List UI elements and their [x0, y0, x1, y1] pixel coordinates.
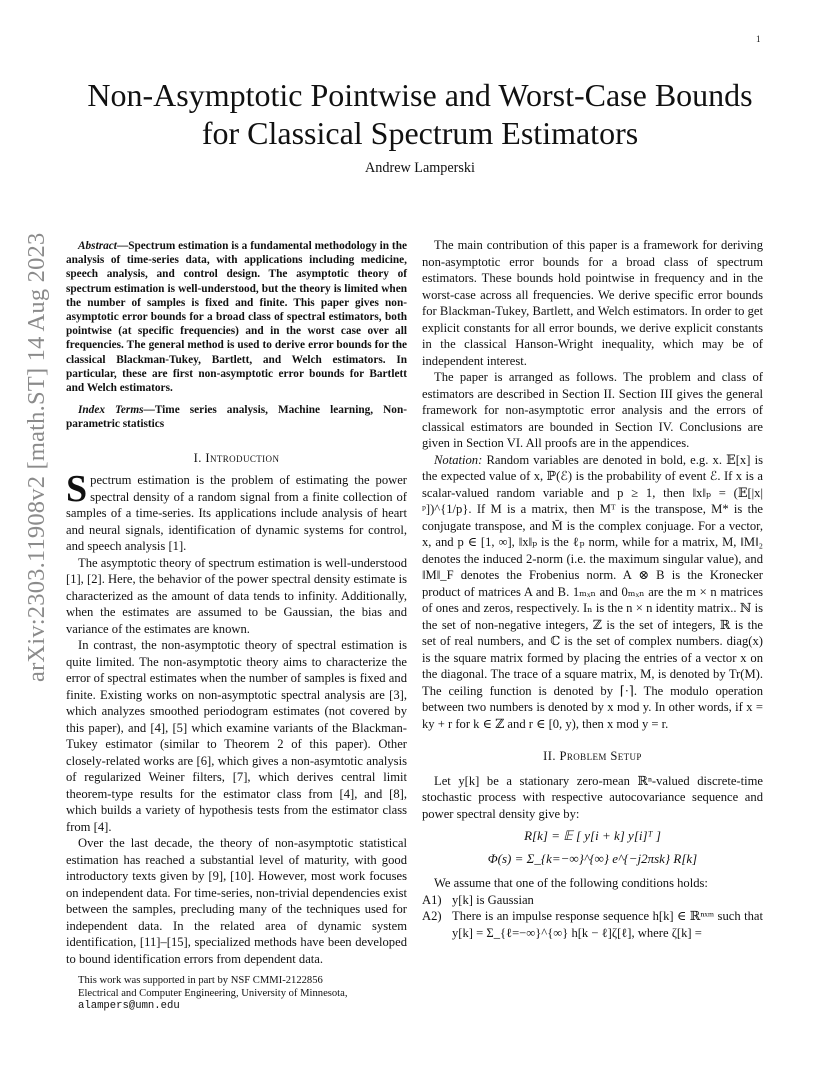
- title-line-1: Non-Asymptotic Pointwise and Worst-Case Bounds: [87, 77, 753, 113]
- problem-setup-paragraph: Let y[k] be a stationary zero-mean ℝⁿ-valued discrete-time stochastic process with respective autocovariance sequence and power spectral density give by:: [422, 773, 763, 821]
- left-column: [66, 239, 407, 967]
- abstract-text: —Spectrum estimation is a fundamental methodology in the analysis of time-series data, with applications including medicine, speech analysis, and control design. The asymptotic theory of spectrum estimation is well-understood, but the theory is limited when the number of samples is fixed and finite. This paper gives non-asymptotic error bounds for a broad class of spectral estimators, both pointwise (at specific frequencies) and in the worst case over all frequencies. The general method is used to derive error bounds for the classical Blackman-Tukey, Bartlett, and Welch estimators. In particular, these are first non-asymptotic error bounds for Bartlett and Welch estimators.: [66, 240, 407, 395]
- arrangement-paragraph: The paper is arranged as follows. The problem and class of estimators are described in Section II. Section III gives the general framework for non-asymptotic error analysis and the errors of classical estimators are bounded in Section IV. Conclusions are given in Section VI. All proofs are in the appendices.: [422, 370, 763, 450]
- section-heading-introduction: I. Introduction: [193, 450, 280, 465]
- equation-psd: Φ(s) = Σ_{k=−∞}^{∞} e^{−j2πsk} R[k]: [487, 850, 698, 866]
- page-number: 1: [756, 34, 761, 44]
- equation-autocovariance: R[k] = 𝔼 [ y[i + k] y[i]ᵀ ]: [524, 828, 661, 843]
- contribution-paragraph: The main contribution of this paper is a framework for deriving non-asymptotic error bounds for a broad class of spectrum estimators. These bounds hold pointwise in frequency and in the worst-case across all frequencies. We derive specific error bounds for Blackman-Tukey, Bartlett, and Welch estimators. In order to get explicit constants for all error bounds, we derive explicit constants in the classical Hanson-Wright inequality, which may be of independent interest.: [422, 238, 763, 368]
- assumption-a2: [422, 908, 763, 941]
- intro-paragraph-3: In contrast, the non-asymptotic theory of spectral estimation is quite limited. The non-asymptotic theory aims to characterize the error of spectral estimates when the number of samples is fixed and finite. Existing works on non-asymptotic spectral analysis are [3], which analyzes smoothed periodogram estimates (not covered by this paper), and [4], [5] which examine variants of the Blackman-Tukey estimator (similar to Theorem 2 of this paper). Other closely-related works are [6], which gives a non-asymtotic analysis of regularized Weiner filters, [7], which derives central limit theorem-type results for the estimator class from [4], and [8], which builds a variety of hypothesis tests from the estimator class from [4].: [66, 638, 407, 834]
- abstract-label: Abstract: [78, 240, 117, 252]
- intro-paragraph-2: The asymptotic theory of spectrum estimation is well-understood [1], [2]. Here, the behavior of the power spectral density estimate is characterized as the amount of data tends to infinity. Additionally, when the estimates are assumed to be Gaussian, the bias and variance of the estimates are known.: [66, 555, 407, 636]
- abstract: [66, 239, 407, 395]
- assumption-a1: [422, 892, 763, 909]
- notation-text: Random variables are denoted in bold, e.g. x. 𝔼[x] is the expected value of x, ℙ(ℰ) is the probability of event ℰ. If x is a scalar-valued random variable and p ≥ 1, then ‖x‖ₚ = (𝔼[|x|ᵖ])^{1/p}. If M is a matrix, then Mᵀ is the transpose, M* is the conjugate transpose, and M̄ is the complex conjuage. For a vector, x, and p ∈ [1, ∞], ‖x‖ₚ is the ℓₚ norm, while for a matrix, M, ‖M‖₂ denotes the induced 2-norm (i.e. the maximum singular value), and ‖M‖_F denotes the Frobenius norm. A ⊗ B is the Kronecker product of matrices A and B. 1ₘₓₙ and 0ₘₓₙ are the m × n matrices of ones and zeros, respectively. Iₙ is the n × n identity matrix.. ℕ is the set of non-negative integers, ℤ is the set of integers, ℝ is the set of real numbers, and ℂ is the set of complex numbers. diag(x) is the square matrix formed by placing the entries of a vector x on the diagonal. The trace of a square matrix, M, is denoted by Tr(M). The ceiling function is denoted by ⌈·⌉. The modulo operation between two numbers is denoted by x mod y. In other words, if x = ky + r for k ∈ ℤ and r ∈ [0, y), then x mod y = r.: [422, 452, 763, 731]
- assumption-a1-label: A1): [422, 892, 442, 907]
- index-terms: [66, 403, 407, 431]
- intro-paragraph-1: Spectrum estimation is the problem of estimating the power spectral density of a random signal from a finite collection of samples of a time-series. Its applications include analysis of heart and neural signals, identification of dynamic systems for control, and speech analysis [1].: [66, 468, 407, 554]
- arxiv-stamp: arXiv:2303.11908v2 [math.ST] 14 Aug 2023: [23, 232, 50, 682]
- right-column: [422, 237, 763, 941]
- assumption-a2-label: A2): [422, 909, 442, 923]
- paper-title: [40, 76, 800, 152]
- assumption-a2-text: There is an impulse response sequence h[k] ∈ ℝⁿˣᵐ such that y[k] = Σ_{ℓ=−∞}^{∞} h[k − ℓ]ζ[ℓ], where ζ[k] =: [452, 909, 763, 940]
- footnote-funding: This work was supported in part by NSF CMMI-2122856: [78, 975, 323, 986]
- assumption-intro: We assume that one of the following conditions holds:: [434, 876, 708, 890]
- title-line-2: for Classical Spectrum Estimators: [201, 115, 639, 151]
- notation-label: Notation:: [434, 452, 483, 467]
- index-terms-label: Index Terms: [78, 404, 144, 417]
- section-heading-problem-setup: II. Problem Setup: [543, 749, 642, 763]
- dropcap: S: [66, 468, 88, 511]
- footnote-affiliation: Electrical and Computer Engineering, University of Minnesota,: [78, 988, 348, 999]
- notation-paragraph: [422, 452, 763, 733]
- footnote-email[interactable]: alampers@umn.edu: [78, 1000, 180, 1012]
- index-terms-text: —Time series analysis, Machine learning, Non-parametric statistics: [66, 404, 407, 431]
- footnote: [66, 974, 407, 1013]
- intro-paragraph-4: Over the last decade, the theory of non-asymptotic statistical estimation has reached a substantial level of maturity, with good introductory texts given by [9], [10]. However, most work focuses on independent data. For time-series, non-trivial dependencies exist between the samples, precluding many of the techniques used for independent data. In the related area of dynamic system identification, [11]–[15], specialized methods have been developed to bound identification errors from dependent data.: [66, 836, 407, 966]
- author-name: Andrew Lamperski: [365, 160, 475, 176]
- assumption-a1-text: y[k] is Gaussian: [452, 892, 534, 907]
